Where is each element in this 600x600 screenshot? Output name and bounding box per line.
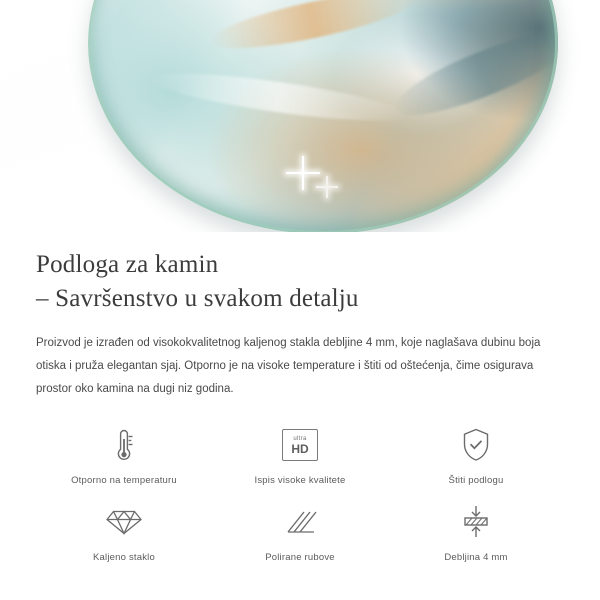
page-title-line-1: Podloga za kamin <box>36 251 219 278</box>
ultra-hd-icon <box>282 423 318 467</box>
marble-vein <box>387 18 558 130</box>
feature-label: Polirane rubove <box>265 552 335 563</box>
hero-image <box>0 0 600 232</box>
feature-label: Štiti podlogu <box>448 475 504 486</box>
ultra-hd-badge-top: ultra <box>293 435 307 442</box>
page-title-line-2: – Savršenstvo u svakom detalju <box>36 285 359 312</box>
thermometer-icon <box>109 423 139 467</box>
polished-edges-icon <box>282 500 318 544</box>
marble-vein <box>147 64 409 130</box>
glass-disc-product-photo <box>88 0 558 232</box>
product-description-text: Proizvod je izrađen od visokokvalitetnog kaljenog stakla debljine 4 mm, koje naglašava dubinu boja otiska i pruža elegantan sjaj. Otporno je na visoke temperature i štiti od oštećenja, čime osigurava prostor oko kamina na dugi niz godina. <box>36 337 541 395</box>
feature-item <box>36 423 212 486</box>
ultra-hd-badge-bottom: HD <box>291 441 309 456</box>
shield-check-icon <box>459 423 493 467</box>
feature-grid <box>36 423 564 563</box>
content-area <box>0 232 600 563</box>
feature-item <box>36 500 212 563</box>
diamond-icon <box>105 500 143 544</box>
page-title <box>36 232 564 316</box>
feature-item <box>212 423 388 486</box>
feature-label: Debljina 4 mm <box>444 552 508 563</box>
thickness-arrows-icon <box>459 500 493 544</box>
feature-label: Kaljeno staklo <box>93 552 155 563</box>
feature-item <box>388 423 564 486</box>
marble-vein <box>207 0 420 59</box>
feature-label: Ispis visoke kvalitete <box>254 475 346 486</box>
feature-item <box>388 500 564 563</box>
feature-label: Otporno na temperaturu <box>71 475 177 486</box>
feature-item <box>212 500 388 563</box>
